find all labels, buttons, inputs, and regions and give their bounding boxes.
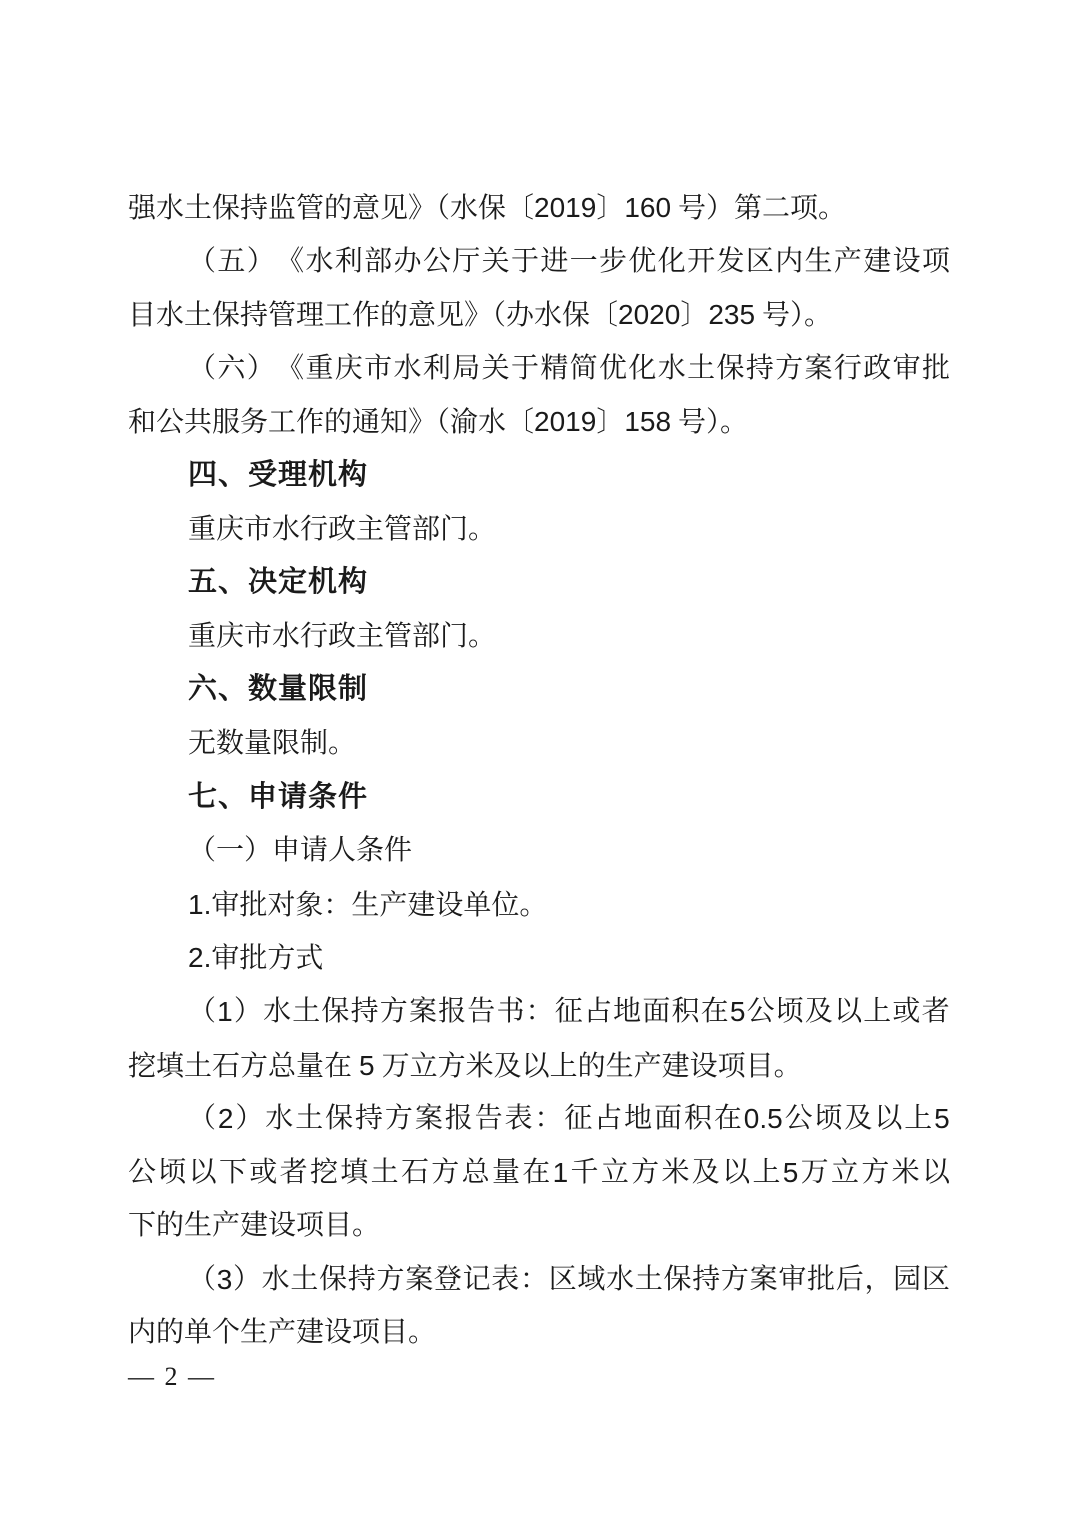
text-line: （ 1 ） 水 土 保 持 方 案 报 告 书 ： 征 占 地 面 积 在 5 公 顷 及 以 上 或 者 [188,995,950,1027]
text-line: 1.审批对象：生产建设单位。 [188,888,548,921]
text-line: 重庆市水行政主管部门。 [188,620,497,652]
text-line: 目水土保持管理工作的意见》（办水保〔2020〕235 号）。 [128,299,833,332]
page-number-footer: — 2 — [128,1362,216,1391]
text-line: 挖填土石方总量在 5 万立方米及以上的生产建设项目。 [128,1049,802,1082]
section-heading: 七、申请条件 [188,780,369,813]
text-line: 下的生产建设项目。 [128,1210,381,1242]
text-line: （一）申请人条件 [188,835,413,867]
section-heading: 六、数量限制 [188,673,369,706]
text-line: 和公共服务工作的通知》（渝水〔2019〕158 号）。 [128,406,749,439]
text-line: 2.审批方式 [188,942,324,975]
text-line: （ 3 ） 水 土 保 持 方 案 登 记 表 ： 区 域 水 土 保 持 方 案 审 批 后 ， 园 区 [188,1263,950,1295]
text-line: （ 五 ） 《 水 利 部 办 公 厅 关 于 进 一 步 优 化 开 发 区 内 生 产 建 设 项 [188,245,950,277]
section-heading: 五、决定机构 [188,566,369,599]
section-heading: 四、受理机构 [188,458,369,491]
text-line: （ 2 ） 水 土 保 持 方 案 报 告 表 ： 征 占 地 面 积 在 0.5 公 顷 及 以 上 5 [188,1103,950,1135]
text-line: 公 顷 以 下 或 者 挖 填 土 石 方 总 量 在 1 千 立 方 米 及 以 上 5 万 立 方 米 以 [128,1156,950,1188]
text-line: 重庆市水行政主管部门。 [188,513,497,545]
document-body [128,181,950,1360]
text-line: 无数量限制。 [188,727,357,759]
text-line: 强水土保持监管的意见》（水保〔2019〕160 号）第二项。 [128,192,847,224]
text-line: （ 六 ） 《 重 庆 市 水 利 局 关 于 精 简 优 化 水 土 保 持 方 案 行 政 审 批 [188,352,950,384]
text-line: 内的单个生产建设项目。 [128,1317,437,1349]
